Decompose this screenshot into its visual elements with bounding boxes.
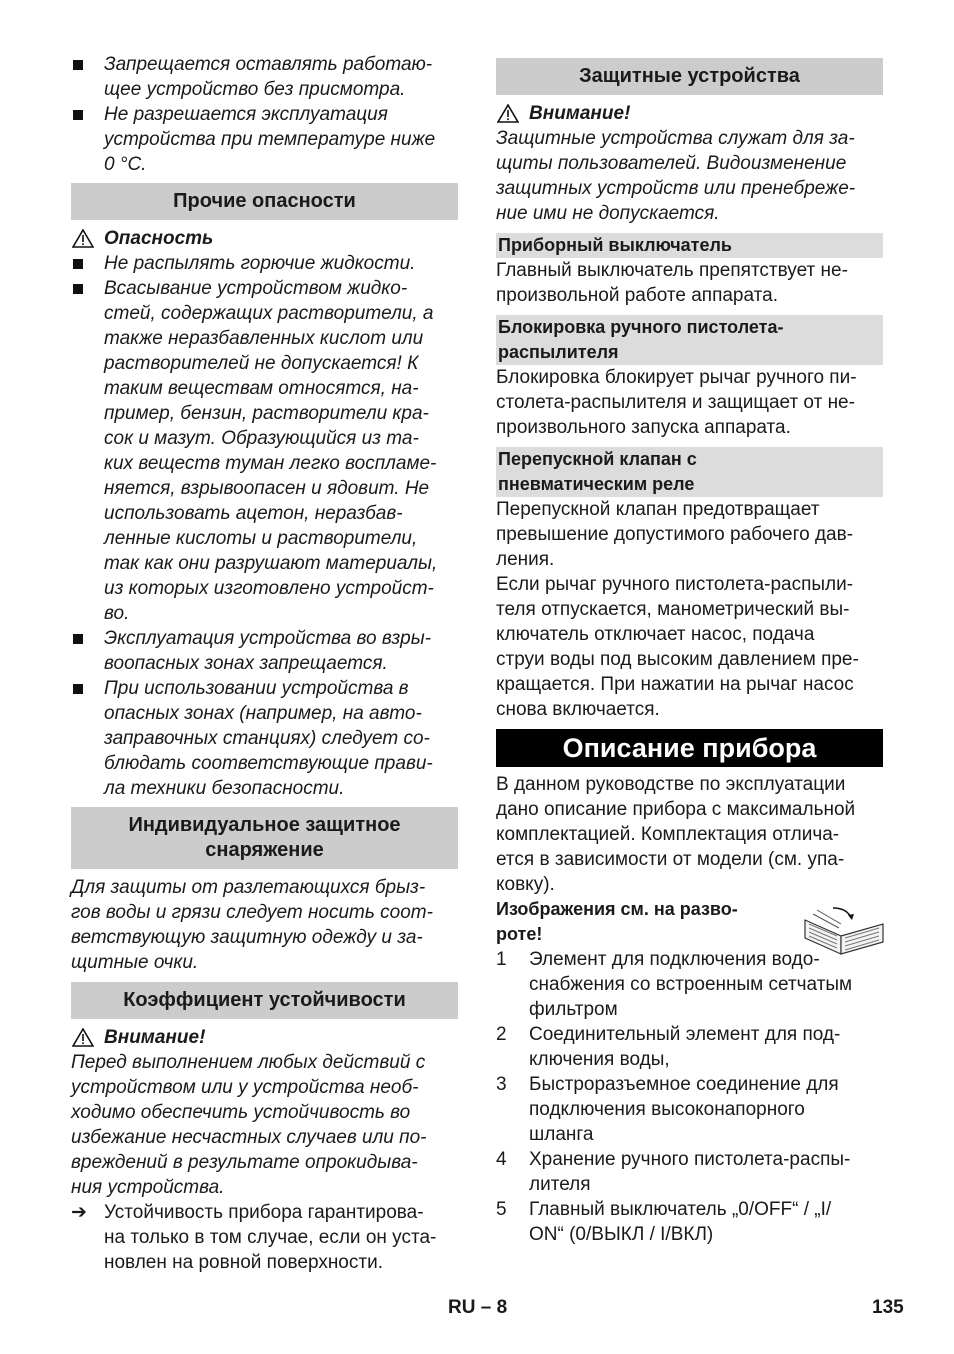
section-heading-ppe: Индивидуальное защитное снаряжение <box>71 807 458 869</box>
subheading-main-switch: Приборный выключатель <box>496 233 883 258</box>
danger-label: Опасность <box>71 226 458 251</box>
list-item: Всасывание устройством жидко- стей, содержащих растворители, а также неразбавленных кислот или растворителей не допускается! К таким веществам относятся, на- пример, бензин, растворители кра- сок и мазут. Образующийся из та- ких веществ туман легко воспламе- няется, взрывоопасен и ядовит. Не использовать ацетон, неразбав- ленные кислоты и растворители, так как они разрушают материалы, из которых изготовлено устройст- во. <box>71 276 458 626</box>
images-note: Изображения см. на разво- роте! <box>496 899 738 944</box>
warning-triangle-icon <box>497 104 519 123</box>
stability-text: Перед выполнением любых действий с устройством или у устройства необ- ходимо обеспечить устойчивость во избежание несчастных случаев или по- вреждений в результате опрокидыва- ния устройства. <box>71 1052 427 1198</box>
gun-lock-text: Блокировка блокирует рычаг ручного пи- столета-распылителя и защищает от не- произвольного запуска аппарата. <box>496 367 857 438</box>
list-item: Эксплуатация устройства во взры- воопасных зонах запрещается. <box>71 626 458 676</box>
list-item: 4 Хранение ручного пистолета-распы- лителя <box>496 1149 851 1195</box>
instruction-step: ➔ Устойчивость прибора гарантирова- на только в том случае, если он уста- новлен на ровной поверхности. <box>71 1202 437 1273</box>
attention-label: Внимание! <box>496 101 883 126</box>
section-heading-protective-devices: Защитные устройства <box>496 58 883 95</box>
open-book-icon <box>803 906 885 956</box>
list-item: 5 Главный выключатель „0/OFF“ / „I/ ON“ (0/ВЫКЛ / I/ВКЛ) <box>496 1199 832 1245</box>
list-item: Не распылять горючие жидкости. <box>71 251 458 276</box>
description-text: В данном руководстве по эксплуатации дано описание прибора с максимальной комплектацией. Комплектация отлича- ется в зависимости от модели (см. упа- ковку). <box>496 774 856 895</box>
page-section-label: RU – 8 <box>448 1297 508 1318</box>
left-column <box>71 0 458 1275</box>
bypass-text: Перепускной клапан предотвращает превышение допустимого рабочего дав- ления. Если рычаг ручного пистолета-распыли- теля отпускается, манометрический вы- ключатель отключает насос, подача струи воды под высоким давлением пре- кращается. При нажатии на рычаг насос снова включается. <box>496 499 859 720</box>
list-item: Запрещается оставлять работаю- щее устройство без присмотра. <box>71 52 458 102</box>
section-heading-other-dangers: Прочие опасности <box>71 183 458 220</box>
main-switch-text: Главный выключатель препятствует не- произвольной работе аппарата. <box>496 260 848 306</box>
subheading-bypass-valve: Перепускной клапан с пневматическим реле <box>496 447 883 497</box>
protective-text: Защитные устройства служат для за- щиты пользователей. Видоизменение защитных устройств или пренебреже- ние ими не допускается. <box>496 128 856 224</box>
list-item: 3 Быстроразъемное соединение для подключения высоконапорного шланга <box>496 1074 839 1145</box>
page-number: 135 <box>872 1297 904 1318</box>
attention-label: Внимание! <box>71 1025 458 1050</box>
arrow-right-icon: ➔ <box>71 1202 87 1223</box>
warning-triangle-icon <box>72 1028 94 1047</box>
subheading-gun-lock: Блокировка ручного пистолета- распылителя <box>496 315 883 365</box>
chapter-heading-description: Описание прибора <box>496 729 883 767</box>
list-item: Не разрешается эксплуатация устройства при температуре ниже 0 °C. <box>71 102 458 177</box>
section-heading-stability: Коэффициент устойчивости <box>71 982 458 1019</box>
ppe-text: Для защиты от разлетающихся брыз- гов воды и грязи следует носить соот- ветствующую защитную одежду и за- щитные очки. <box>71 877 433 973</box>
list-item: 2 Соединительный элемент для под- ключения воды, <box>496 1024 841 1070</box>
right-column <box>496 0 883 1247</box>
list-item: При использовании устройства в опасных зонах (например, на авто- заправочных станциях) следует со- блюдать соответствующие прави- ла техники безопасности. <box>71 676 458 801</box>
warning-triangle-icon <box>72 229 94 248</box>
list-item: 1 Элемент для подключения водо- снабжения со встроенным сетчатым фильтром <box>496 949 853 1020</box>
